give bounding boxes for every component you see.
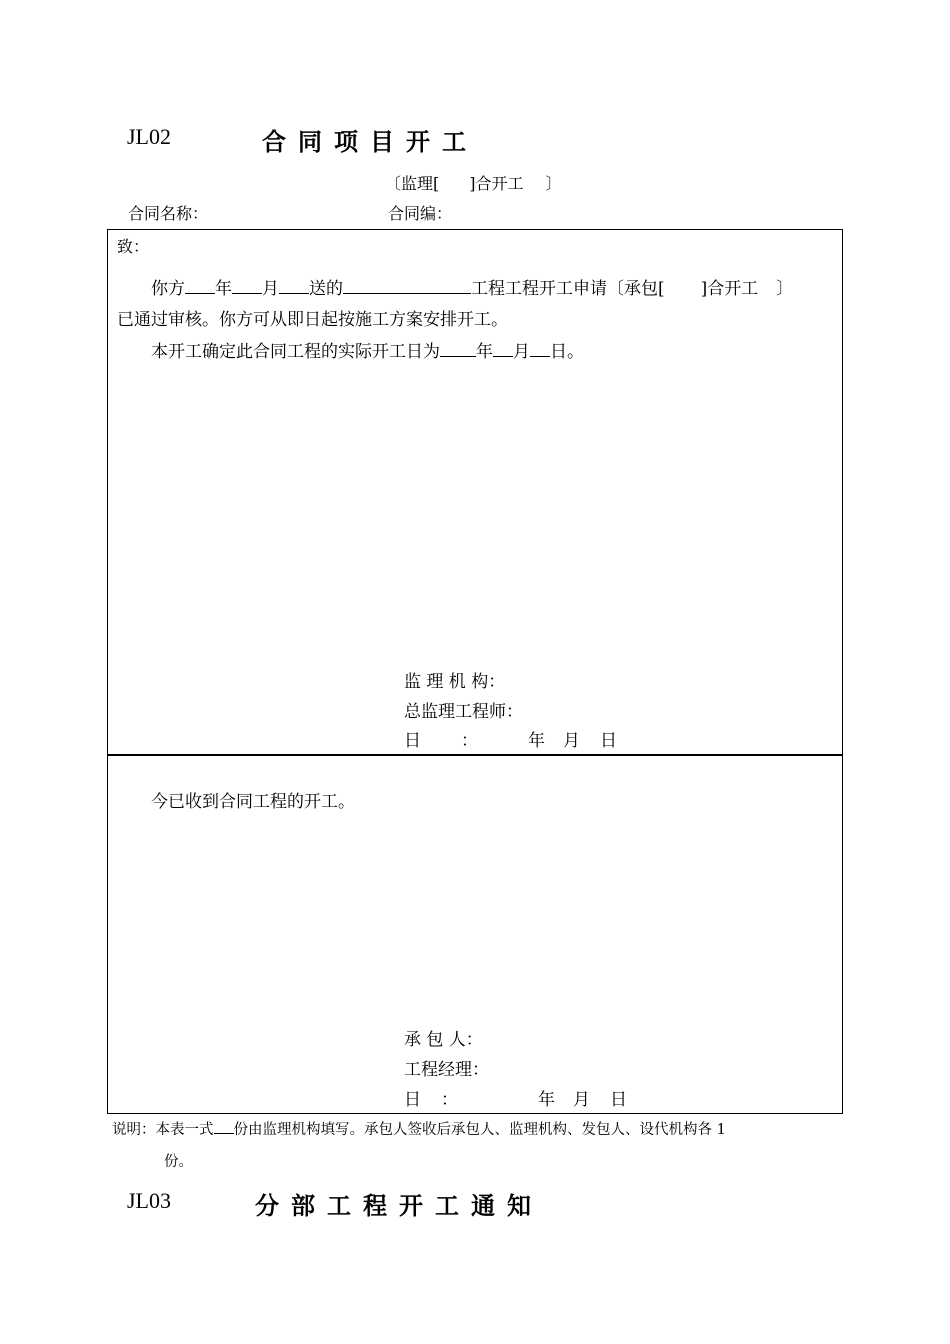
project-manager-label: 工程经理： (404, 1060, 489, 1080)
para-text: 你方 (151, 279, 185, 299)
date-dayend-label: 日 (610, 1090, 627, 1110)
sign-date-1 (404, 726, 617, 751)
date-month-label: 月 (573, 1090, 590, 1110)
contract-name-label: 合同名称： (128, 204, 209, 223)
to-label: 致： (117, 237, 150, 256)
form-note (112, 1118, 726, 1139)
para-text: 工程工程开工申请〔承包[ (471, 279, 665, 299)
start-date-paragraph (151, 337, 584, 362)
contract-number-label: 合同编： (388, 204, 453, 223)
date-dayend-label: 日 (600, 731, 617, 751)
date-colon: ： (461, 731, 478, 751)
chief-engineer-label: 总监理工程师： (404, 702, 523, 722)
reference-prefix: 〔监理[ (385, 174, 440, 193)
para-text: 年 (215, 279, 232, 299)
blank-day (279, 277, 309, 294)
reference-close: 〕 (545, 174, 562, 193)
receipt-text: 今已收到合同工程的开工。 (151, 792, 355, 812)
approval-paragraph-line2: 已通过审核。你方可从即日起按施工方案安排开工。 (117, 310, 508, 330)
date-month-label: 月 (563, 731, 580, 751)
form2-code: JL03 (127, 1188, 171, 1213)
blank-start-month (493, 340, 513, 357)
blank-start-day (530, 340, 550, 357)
para-text: 送的 (309, 279, 343, 299)
para-text: ]合开工 (700, 279, 759, 299)
form2-title: 分部工程开工通知 (255, 1192, 543, 1220)
contractor-label: 承 包 人： (404, 1030, 483, 1050)
sign-date-2 (404, 1085, 627, 1110)
para-text: 日。 (550, 342, 584, 362)
para-text: 年 (476, 342, 493, 362)
date-day-label: 日 (404, 731, 421, 751)
form-title: 合同项目开工 (262, 128, 478, 156)
para-text: 月 (513, 342, 530, 362)
reference-suffix: ]合开工 (469, 174, 524, 193)
para-text: 本开工确定此合同工程的实际开工日为 (151, 342, 440, 362)
note-text: 说明：本表一式 (112, 1122, 214, 1138)
note-text: 份由监理机构填写。承包人签收后承包人、监理机构、发包人、设代机构各 1 (233, 1122, 726, 1138)
notice-section (107, 229, 843, 756)
reference-number (385, 171, 562, 194)
para-text: 〕 (776, 279, 794, 299)
approval-paragraph (151, 274, 793, 299)
supervisor-org-label: 监 理 机 构： (404, 672, 506, 692)
blank-copies (214, 1120, 234, 1134)
blank-month (232, 277, 262, 294)
date-year-label: 年 (538, 1090, 555, 1110)
receipt-section (107, 754, 843, 1114)
form-note-line2: 份。 (164, 1154, 193, 1170)
date-colon: ： (441, 1090, 458, 1110)
para-text: 月 (262, 279, 279, 299)
blank-project (343, 277, 471, 294)
form-code: JL02 (127, 124, 171, 149)
date-year-label: 年 (528, 731, 545, 751)
date-day-label: 日 (404, 1090, 421, 1110)
blank-start-year (440, 340, 476, 357)
blank-year (185, 277, 215, 294)
